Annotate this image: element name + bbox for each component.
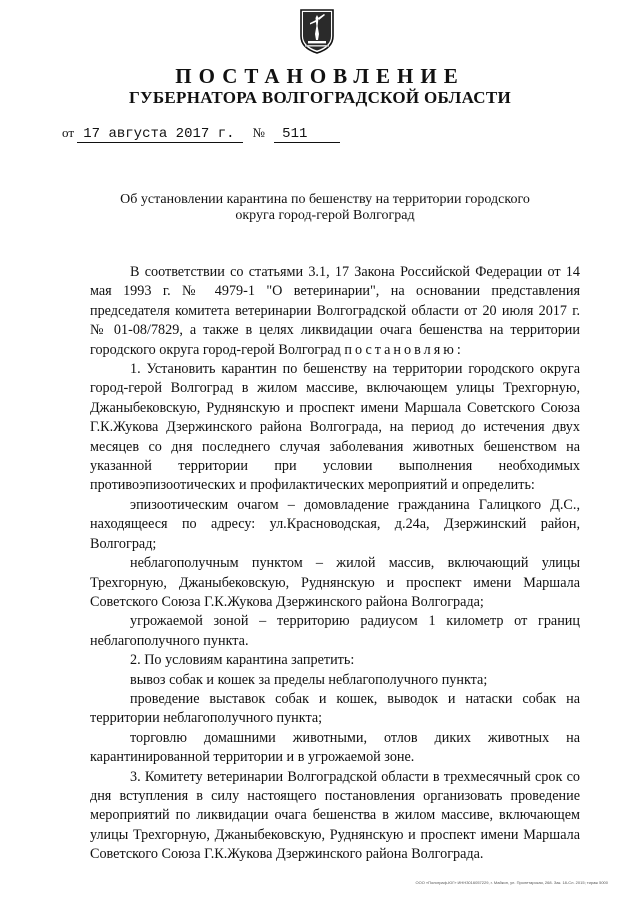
- preamble-text: В соответствии со статьями 3.1, 17 Закона Российской Федерации от 14 мая 1993 г. № 4979-1 "О ветеринарии", на основании представления председателя комитета ветеринарии Волгоградской области от 20 июля 2017 г. № 01-08/7829, а также в целях ликвидации очага бешенства на территории городского округа город-герой Волгоград: [90, 264, 580, 358]
- document-title: ПОСТАНОВЛЕНИЕ: [175, 64, 465, 88]
- document-subject: Об установлении карантина по бешенству на территории городского округа город-герой Волгоград: [120, 192, 530, 223]
- decree-word: постановляю:: [344, 341, 464, 358]
- dateline: [62, 125, 340, 143]
- decree-date: 17 августа 2017 г.: [77, 127, 243, 143]
- coat-of-arms-icon: [299, 8, 335, 54]
- paragraph-1b: неблагополучным пунктом – жилой массив, включающий улицы Трехгорную, Джаныбековскую, Руднянскую и проспект имени Маршала Советского Союза Г.К.Жукова Дзержинского района Волгограда;: [90, 555, 580, 610]
- print-imprint: ООО «Полиграф-ЮГ» ИНН3016057229, г. Майкоп, ул. Пролетарская, 268. Зак. 18-Сл. 2015; тираж 5000: [415, 880, 608, 885]
- decree-number: 511: [274, 127, 340, 143]
- paragraph-1c: угрожаемой зоной – территорию радиусом 1 километр от границ неблагополучного пункта.: [90, 613, 580, 649]
- paragraph-2c: торговлю домашними животными, отлов диких животных на карантинированной территории и в угрожаемой зоне.: [90, 729, 580, 766]
- number-sign: №: [252, 125, 265, 140]
- paragraph-2b: проведение выставок собак и кошек, выводок и натаски собак на территории неблагополучного пункта;: [90, 690, 580, 727]
- preamble-paragraph: [90, 263, 580, 360]
- paragraph-2: 2. По условиям карантина запретить:: [130, 652, 355, 669]
- paragraph-1a: эпизоотическим очагом – домовладение гражданина Галицкого Д.С., находящееся по адресу: ул.Красноводская, д.24а, Дзержинский район, Волгоград;: [90, 496, 580, 552]
- document-body: [90, 263, 580, 865]
- date-prefix: от: [62, 125, 75, 140]
- document-issuer: ГУБЕРНАТОРА ВОЛГОГРАДСКОЙ ОБЛАСТИ: [128, 88, 512, 107]
- paragraph-3: 3. Комитету ветеринарии Волгоградской области в трехмесячный срок со дня вступления в силу настоящего постановления организовать проведение мероприятий по ликвидации очага бешенства в жилом массиве, включающем улицы Трехгорную, Джаныбековскую, Руднянскую и проспект имени Маршала Советского Союза Г.К.Жукова Дзержинского района Волгограда.: [90, 768, 580, 863]
- paragraph-1: 1. Установить карантин по бешенству на территории городского округа город-герой Волгоград в жилом массиве, включающем улицы Трехгорную, Джаныбековскую, Руднянскую и проспект имени Маршала Советского Союза Г.К.Жукова Дзержинского района Волгограда, на период до истечения двух месяцев со дня последнего случая заболевания животных бешенством на указанной территории при условии выполнения необходимых противоэпизоотических и профилактических мероприятий и определить:: [90, 361, 580, 494]
- paragraph-2a: вывоз собак и кошек за пределы неблагополучного пункта;: [130, 671, 488, 688]
